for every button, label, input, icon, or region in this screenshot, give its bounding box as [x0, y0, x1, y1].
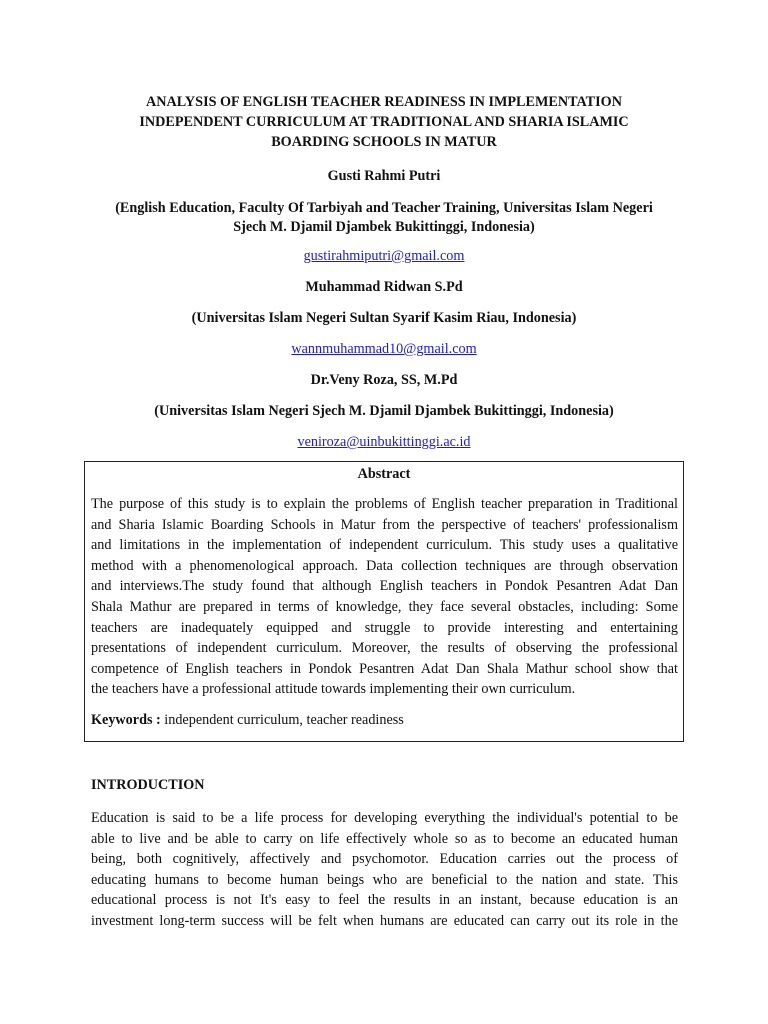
abstract-line: teachers are inadequately equipped and struggle to provide interesting and entertaining	[91, 619, 678, 636]
author-email-link[interactable]: veniroza@uinbukittinggi.ac.id	[297, 434, 471, 450]
keywords	[91, 711, 404, 730]
body-line: Education is said to be a life process for developing everything the individual's potential to be	[91, 810, 678, 826]
abstract-line: method with a phenomenological approach. Data collection techniques are through observation	[91, 557, 678, 574]
affiliation-line: (Universitas Islam Negeri Sultan Syarif Kasim Riau, Indonesia)	[191, 310, 577, 326]
affiliation-line: Sjech M. Djamil Djambek Bukittinggi, Indonesia)	[233, 219, 535, 235]
paper-title	[90, 92, 678, 152]
abstract-line: Shala Mathur are prepared in terms of knowledge, they face several obstacles, including: Some	[91, 598, 678, 615]
author-email-link[interactable]: gustirahmiputri@gmail.com	[303, 248, 465, 264]
body-line: educational process is not It's easy to feel the results in an instant, because education is an	[91, 892, 678, 909]
abstract-text	[91, 494, 678, 700]
abstract-line: and limitations in the implementation of independent curriculum. This study uses a qualitative	[91, 537, 678, 554]
body-line: educating humans to become human beings who are beneficial to the nation and state. This	[91, 871, 678, 888]
body-line: being, both cognitively, affectively and psychomotor. Education carries out the process of	[91, 851, 678, 868]
affiliation-line: (Universitas Islam Negeri Sjech M. Djamil Djambek Bukittinggi, Indonesia)	[154, 403, 614, 419]
author-email-link[interactable]: wannmuhammad10@gmail.com	[291, 341, 477, 357]
section-heading: INTRODUCTION	[91, 777, 205, 793]
author-name: Dr.Veny Roza, SS, M.Pd	[310, 372, 458, 388]
author-affiliation	[80, 199, 688, 237]
author-affiliation	[80, 402, 688, 421]
abstract-line: the teachers have a professional attitude towards implementing their own curriculum.	[91, 681, 576, 698]
title-line: ANALYSIS OF ENGLISH TEACHER READINESS IN IMPLEMENTATION	[146, 94, 622, 110]
abstract-line: and interviews.The study found that although English teachers in Pondok Pesantren Adat Dan	[91, 578, 678, 595]
abstract-line: The purpose of this study is to explain the problems of English teacher preparation in Traditional	[91, 496, 678, 512]
keywords-value: independent curriculum, teacher readiness	[160, 712, 404, 728]
abstract-heading: Abstract	[357, 466, 411, 482]
abstract-box	[84, 461, 684, 742]
abstract-line: presentations of independent curriculum. Moreover, the results of observing the professional	[91, 640, 678, 657]
title-line: BOARDING SCHOOLS IN MATUR	[271, 134, 497, 150]
abstract-line: and Sharia Islamic Boarding Schools in Matur from the perspective of teachers' professionalism	[91, 516, 678, 533]
title-line: INDEPENDENT CURRICULUM AT TRADITIONAL AND SHARIA ISLAMIC	[139, 114, 629, 130]
body-line: able to live and be able to carry on life effectively whole so as to become an educated human	[91, 830, 678, 847]
keywords-label: Keywords :	[91, 712, 161, 728]
author-affiliation	[80, 309, 688, 328]
introduction-text	[91, 808, 678, 932]
author-name: Gusti Rahmi Putri	[327, 168, 441, 184]
author-name: Muhammad Ridwan S.Pd	[305, 279, 463, 295]
abstract-line: competence of English teachers in Pondok Pesantren Adat Dan Shala Mathur school show that	[91, 660, 678, 677]
body-line: investment long-term success will be felt when humans are educated can carry out its role in the	[91, 912, 678, 929]
affiliation-line: (English Education, Faculty Of Tarbiyah and Teacher Training, Universitas Islam Negeri	[115, 200, 653, 216]
